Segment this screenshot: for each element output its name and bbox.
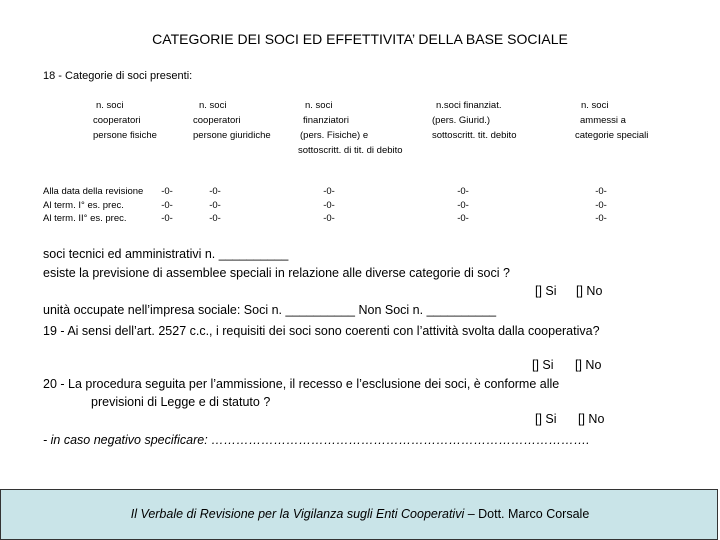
table-cell: -0-	[457, 199, 469, 211]
column-header-line: n. soci	[305, 100, 333, 111]
table-cell: -0-	[323, 199, 335, 211]
table-cell: -0-	[323, 213, 335, 224]
unita-occupate-line: unità occupate nell’impresa sociale: Soci n. __________ Non Soci n. __________	[43, 303, 497, 317]
table-cell: -0-	[209, 213, 221, 224]
column-values-3	[317, 185, 341, 226]
column-header-line: n.soci finanziat.	[436, 100, 502, 111]
footer-italic: Il Verbale di Revisione per la Vigilanza sugli Enti Cooperativi	[130, 507, 465, 521]
soci-tecnici-line: soci tecnici ed amministrativi n. __________	[43, 247, 289, 261]
row-label: Al term. II° es. prec.	[43, 213, 127, 224]
q19-no-checkbox[interactable]: [] No	[575, 358, 602, 372]
table-cell: -0-	[595, 213, 607, 224]
column-values-5	[589, 185, 613, 226]
table-cell: -0-	[595, 186, 607, 197]
table-cell: -0-	[457, 186, 469, 197]
table-cell: -0-	[595, 199, 607, 211]
column-header-line: persone giuridiche	[193, 130, 271, 141]
column-values-4	[451, 185, 475, 226]
q19-si-checkbox[interactable]: [] Si	[532, 358, 554, 372]
row-label: Al term. I° es. prec.	[43, 199, 124, 211]
page-title: CATEGORIE DEI SOCI ED EFFETTIVITA’ DELLA BASE SOCIALE	[152, 31, 568, 47]
assemblee-si-checkbox[interactable]: [] Si	[535, 284, 557, 298]
column-header-1	[93, 98, 157, 143]
column-values-2	[203, 185, 227, 226]
table-cell: -0-	[457, 213, 469, 224]
table-cell: -0-	[209, 186, 221, 197]
table-cell: -0-	[161, 186, 173, 197]
column-header-line: (pers. Giurid.)	[432, 115, 491, 126]
column-header-line: persone fisiche	[93, 130, 157, 141]
table-cell: -0-	[323, 186, 335, 197]
column-header-line: cooperatori	[193, 115, 241, 126]
column-header-line: n. soci	[581, 100, 609, 111]
assemblee-question: esiste la previsione di assemblee speciali in relazione alle diverse categorie di soci ?	[43, 266, 510, 280]
column-header-line: cooperatori	[93, 115, 141, 126]
table-cell: -0-	[161, 199, 173, 211]
column-header-4	[432, 98, 516, 143]
q20-si-checkbox[interactable]: [] Si	[535, 412, 557, 426]
column-header-5	[575, 98, 648, 143]
q20-no-checkbox[interactable]: [] No	[578, 412, 605, 426]
question-20-continuation: previsioni di Legge e di statuto ?	[91, 395, 271, 409]
column-header-line: finanziatori	[303, 115, 349, 126]
footer-author: – Dott. Marco Corsale	[464, 507, 590, 521]
table-cell: -0-	[161, 213, 173, 224]
table-cell: -0-	[209, 199, 221, 211]
negativo-specificare-line: - in caso negativo specificare: ……………………………………………………………………………….	[43, 433, 590, 447]
column-header-line: sottoscritt. di tit. di debito	[298, 145, 403, 156]
column-header-line: n. soci	[96, 100, 124, 111]
column-header-line: (pers. Fisiche) e	[300, 130, 369, 141]
footer-text	[0, 507, 720, 521]
column-header-line: ammessi a	[580, 115, 626, 126]
column-header-line: sottoscritt. tit. debito	[432, 130, 517, 141]
column-header-2	[193, 98, 271, 143]
column-header-line: categorie speciali	[575, 130, 649, 141]
column-header-line: n. soci	[199, 100, 227, 111]
question-19: 19 - Ai sensi dell’art. 2527 c.c., i requisiti dei soci sono coerenti con l’attività svolta dalla cooperativa?	[43, 324, 600, 338]
row-label: Alla data della revisione	[43, 186, 144, 197]
row-labels	[43, 185, 143, 226]
question-20: 20 - La procedura seguita per l’ammissione, il recesso e l’esclusione dei soci, è conforme alle	[43, 377, 560, 391]
section-18-heading: 18 - Categorie di soci presenti:	[43, 70, 193, 82]
assemblee-no-checkbox[interactable]: [] No	[576, 284, 603, 298]
column-values-1	[155, 185, 179, 226]
column-header-3	[298, 98, 403, 158]
